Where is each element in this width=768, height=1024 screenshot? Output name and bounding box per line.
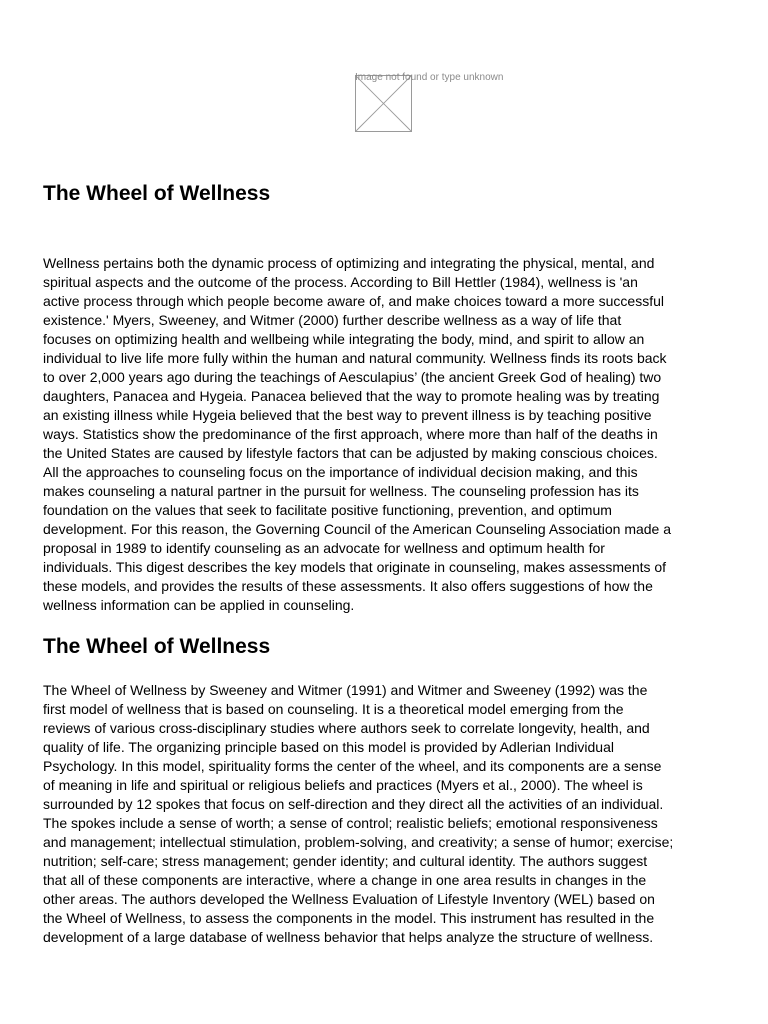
paragraph-line: makes counseling a natural partner in the pursuit for wellness. The counseling profession has its [43,483,639,499]
section-title: The Wheel of Wellness [43,635,271,658]
paragraph-line: first model of wellness that is based on counseling. It is a theoretical model emerging from the [43,701,624,717]
paragraph-line: wellness information can be applied in counseling. [43,597,355,613]
paragraph-line: the Wheel of Wellness, to assess the components in the model. This instrument has resulted in the [43,910,655,926]
paragraph-line: individual to live life more fully within the human and natural community. Wellness finds its roots back [43,350,667,366]
paragraph-line: quality of life. The organizing principle based on this model is provided by Adlerian Individual [43,739,614,755]
paragraph-line: Psychology. In this model, spirituality forms the center of the wheel, and its components are a sense [43,758,662,774]
intro-paragraph [43,254,733,615]
paragraph-line: the United States are caused by lifestyle factors that can be adjusted by making conscious choices. [43,445,658,461]
paragraph-line: spiritual aspects and the outcome of the process. According to Bill Hettler (1984), wellness is 'an [43,274,638,290]
paragraph-line: active process through which people become aware of, and make choices toward a more successful [43,293,664,309]
paragraph-line: of meaning in life and spiritual or religious beliefs and practices (Myers et al., 2000). The wheel is [43,777,643,793]
paragraph-line: nutrition; self-care; stress management; gender identity; and cultural identity. The authors suggest [43,853,648,869]
paragraph-line: daughters, Panacea and Hygeia. Panacea believed that the way to promote healing was by treating [43,388,660,404]
image-alt-text: Image not found or type unknown [355,72,504,83]
paragraph-line: The Wheel of Wellness by Sweeney and Witmer (1991) and Witmer and Sweeney (1992) was the [43,682,648,698]
paragraph-line: All the approaches to counseling focus on the importance of individual decision making, and this [43,464,638,480]
paragraph-line: to over 2,000 years ago during the teachings of Aesculapius’ (the ancient Greek God of healing) two [43,369,662,385]
paragraph-line: reviews of various cross-disciplinary studies where authors seek to correlate longevity, health, and [43,720,650,736]
paragraph-line: proposal in 1989 to identify counseling as an advocate for wellness and optimum health for [43,540,605,556]
paragraph-line: that all of these components are interactive, where a change in one area results in changes in the [43,872,647,888]
paragraph-line: individuals. This digest describes the key models that originate in counseling, makes assessments of [43,559,667,575]
paragraph-line: Wellness pertains both the dynamic process of optimizing and integrating the physical, mental, and [43,255,655,271]
paragraph-line: The spokes include a sense of worth; a sense of control; realistic beliefs; emotional responsiveness [43,815,658,831]
section-title: The Wheel of Wellness [43,182,271,205]
paragraph-line: development of a large database of wellness behavior that helps analyze the structure of wellness. [43,929,654,945]
paragraph-line: surrounded by 12 spokes that focus on self-direction and they direct all the activities of an individual. [43,796,664,812]
paragraph-line: these models, and provides the results of these assessments. It also offers suggestions of how the [43,578,653,594]
wheel-paragraph [43,681,733,947]
paragraph-line: ways. Statistics show the predominance of the first approach, where more than half of the deaths in [43,426,658,442]
paragraph-line: an existing illness while Hygeia believed that the best way to prevent illness is by teaching positive [43,407,652,423]
broken-image-cross [356,76,411,131]
paragraph-line: development. For this reason, the Governing Council of the American Counseling Association made a [43,521,672,537]
paragraph-line: other areas. The authors developed the Wellness Evaluation of Lifestyle Inventory (WEL) based on [43,891,655,907]
paragraph-line: and management; intellectual stimulation, problem-solving, and creativity; a sense of humor; exercise; [43,834,674,850]
paragraph-line: foundation on the values that seek to facilitate positive functioning, prevention, and optimum [43,502,612,518]
paragraph-line: existence.' Myers, Sweeney, and Witmer (2000) further describe wellness as a way of life that [43,312,622,328]
paragraph-line: focuses on optimizing health and wellbeing while integrating the body, mind, and spirit to allow an [43,331,645,347]
